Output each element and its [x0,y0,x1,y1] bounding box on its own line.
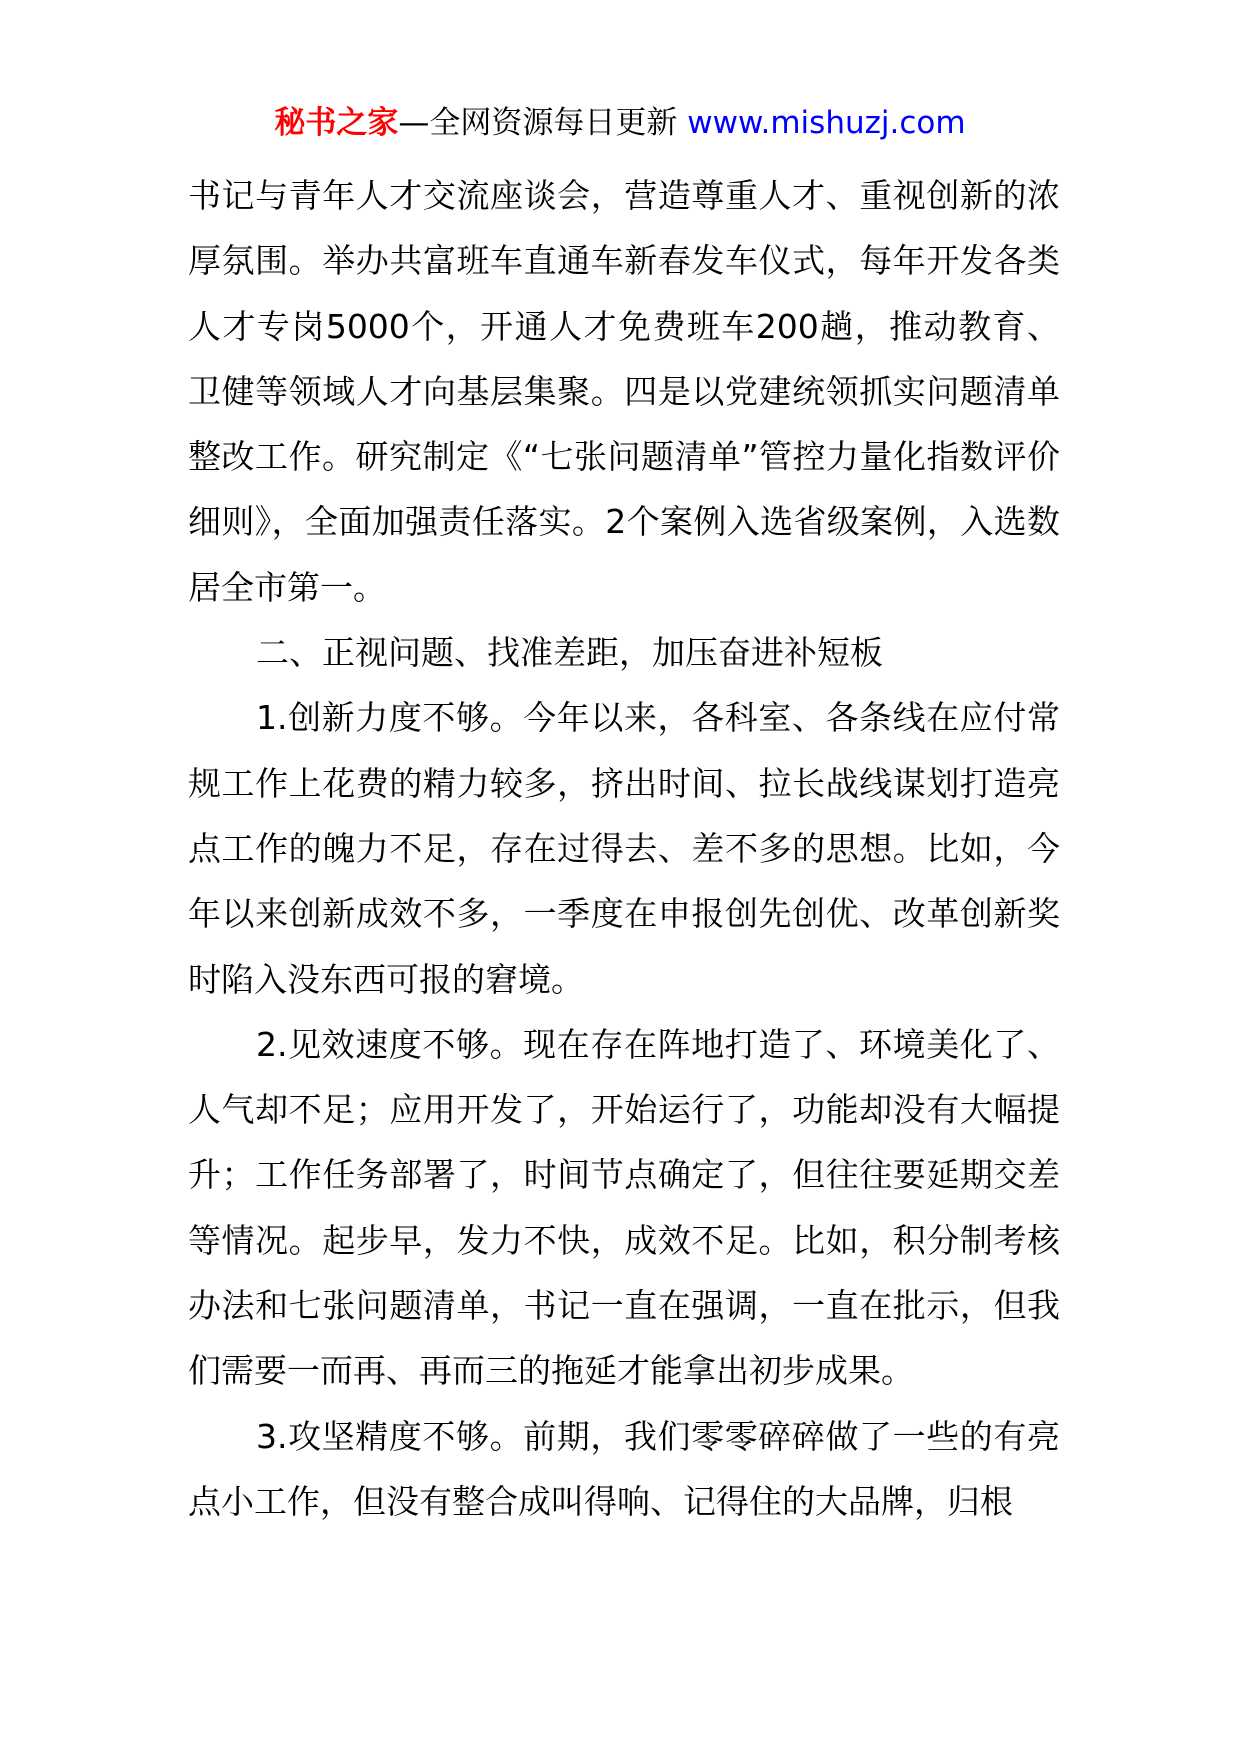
header-tagline: —全网资源每日更新 [398,105,688,141]
paragraph-item-3: 3.攻坚精度不够。前期，我们零零碎碎做了一些的有亮点小工作，但没有整合成叫得响、记得住的大品牌，归根 [188,1416,1060,1521]
paragraph-item-1: 1.创新力度不够。今年以来，各科室、各条线在应付常规工作上花费的精力较多，挤出时间、拉长战线谋划打造亮点工作的魄力不足，存在过得去、差不多的思想。比如，今年以来创新成效不多，一季度在申报创先创优、改革创新奖时陷入没东西可报的窘境。 [188,698,1060,999]
page-header [0,103,1240,143]
paragraph-item-2: 2.见效速度不够。现在存在阵地打造了、环境美化了、人气却不足；应用开发了，开始运行了，功能却没有大幅提升；工作任务部署了，时间节点确定了，但往往要延期交差等情况。起步早，发力不快，成效不足。比如，积分制考核办法和七张问题清单，书记一直在强调，一直在批示，但我们需要一而再、再而三的拖延才能拿出初步成果。 [188,1024,1060,1391]
brand-name: 秘书之家 [274,105,399,141]
site-url-link[interactable]: www.mishuzj.com [687,105,966,141]
document-body [188,163,1060,1534]
section-heading: 二、正视问题、找准差距，加压奋进补短板 [256,633,883,673]
paragraph-continuation: 书记与青年人才交流座谈会，营造尊重人才、重视创新的浓厚氛围。举办共富班车直通车新春发车仪式，每年开发各类人才专岗5000个，开通人才免费班车200趟，推动教育、卫健等领域人才向基层集聚。四是以党建统领抓实问题清单整改工作。研究制定《“七张问题清单”管控力量化指数评价细则》，全面加强责任落实。2个案例入选省级案例，入选数居全市第一。 [188,176,1060,607]
